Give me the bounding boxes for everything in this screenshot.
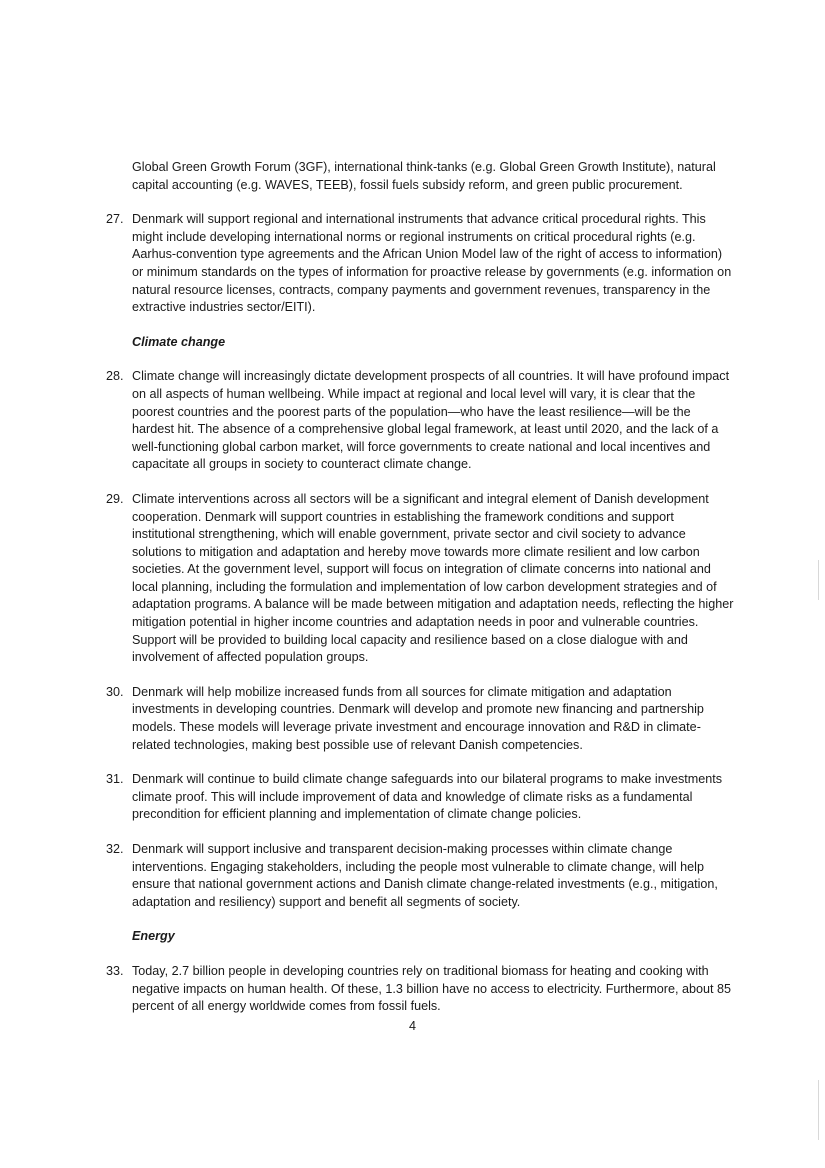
numbered-paragraph-31 (106, 771, 736, 824)
page-number: 4 (408, 1019, 416, 1033)
paragraph-text: Climate change will increasingly dictate development prospects of all countries. It will have profound impact on all aspects of human wellbeing. While impact at regional and local level will vary, it is clear that the poorest countries and the poorest parts of the population—who have the least resilience—will be the hardest hit. The absence of a comprehensive global legal framework, at least until 2020, and the lack of a well-functioning global carbon market, will force governments to create national and local incentives and capacitate all groups in society to counteract climate change. (132, 369, 730, 472)
paragraph-text: Denmark will continue to build climate change safeguards into our bilateral programs to make investments climate proof. This will include improvement of data and knowledge of climate risks as a fundamental precondition for efficient planning and implementation of climate change policies. (132, 772, 723, 822)
numbered-paragraph-33 (106, 963, 736, 1016)
page-body (106, 159, 736, 1016)
paragraph-number: 28. (106, 369, 124, 384)
section-heading-energy: Energy (132, 929, 175, 944)
paragraph-text: Climate interventions across all sectors will be a significant and integral element of Danish development cooperation. Denmark will support countries in establishing the framework conditions and support institutional strengthening, which will enable government, private sector and civil society to advance solutions to mitigation and adaptation and hereby move towards more climate resilient and low carbon societies. At the government level, support will focus on integration of climate concerns into national and local planning, including the formulation and implementation of low carbon development strategies and of adaptation programs. A balance will be made between mitigation and adaptation needs, reflecting the higher mitigation potential in higher income countries and adaptation needs in poor and vulnerable countries. Support will be provided to building local capacity and resilience based on a close dialogue with and involvement of affected population groups. (132, 491, 734, 665)
numbered-paragraph-28 (106, 368, 736, 474)
continuation-paragraph: Global Green Growth Forum (3GF), international think-tanks (e.g. Global Green Growth Institute), natural capital accounting (e.g. WAVES, TEEB), fossil fuels subsidy reform, and green public procurement. (132, 160, 716, 192)
paragraph-number: 32. (106, 842, 124, 856)
numbered-paragraph-27 (106, 211, 736, 317)
paragraph-text: Today, 2.7 billion people in developing countries rely on traditional biomass for heating and cooking with negative impacts on human health. Of these, 1.3 billion have no access to electricity. Furthermore, about 85 percent of all energy worldwide comes from fossil fuels. (132, 963, 731, 1014)
numbered-paragraph-30 (106, 684, 736, 754)
paragraph-number: 31. (106, 772, 124, 787)
paragraph-number: 27. (106, 212, 124, 227)
scan-edge-mark (818, 1080, 819, 1140)
paragraph-text: Denmark will help mobilize increased funds from all sources for climate mitigation and adaptation investments in developing countries. Denmark will develop and promote new financing and partnership models. These models will leverage private investment and encourage innovation and R&D in climate-related technologies, making best possible use of relevant Danish competencies. (132, 684, 704, 752)
paragraph-number: 29. (106, 491, 124, 506)
paragraph-number: 33. (106, 963, 124, 978)
numbered-paragraph-29 (106, 491, 736, 667)
numbered-paragraph-32 (106, 841, 736, 911)
paragraph-number: 30. (106, 684, 124, 699)
scan-edge-mark (818, 560, 819, 600)
paragraph-text: Denmark will support regional and international instruments that advance critical procedural rights. This might include developing international norms or regional instruments on critical procedural rights (e.g. Aarhus-convention type agreements and the African Union Model law of the right of access to information) or minimum standards on the types of information for proactive release by governments (e.g. information on natural resource licenses, contracts, company payments and government revenues, transparency in the extractive industries sector/EITI). (132, 212, 732, 315)
section-heading-climate-change: Climate change (132, 334, 226, 349)
paragraph-text: Denmark will support inclusive and transparent decision-making processes within climate change interventions. Engaging stakeholders, including the people most vulnerable to climate change, will help ensure that national government actions and Danish climate change-related investments (e.g., mitigation, adaptation and resiliency) support and benefit all segments of society. (132, 842, 718, 909)
